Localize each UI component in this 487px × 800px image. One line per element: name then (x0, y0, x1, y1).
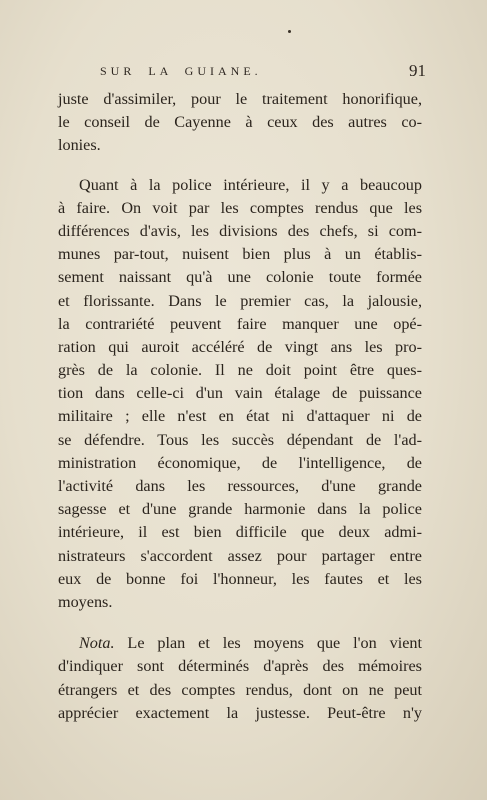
text-line: juste d'assimiler, pour le traitement honorifique, (58, 90, 422, 108)
paragraph-gap (58, 158, 422, 174)
text-line: se défendre. Tous les succès dépendant de l'ad- (58, 430, 422, 449)
text-line: l'activité dans les ressources, d'une grande (58, 477, 422, 495)
text-line: tion dans celle-ci d'un vain étalage de puissance (58, 384, 422, 403)
text-line: Quant à la police intérieure, il y a beaucoup (79, 175, 422, 194)
text-line: apprécier exactement la justesse. Peut-être n'y (58, 703, 422, 722)
text-line: moyens. (58, 592, 113, 611)
page-header (72, 62, 426, 82)
ink-speck (288, 30, 291, 33)
text-line: eux de bonne foi l'honneur, les fautes et les (58, 569, 422, 588)
text-line: à faire. On voit par les comptes rendus que les (58, 198, 422, 217)
nota-first-line: Le plan et les moyens que l'on vient (114, 634, 422, 653)
text-line: ministration économique, de l'intelligence, de (58, 453, 422, 472)
text-line: grès de la colonie. Il ne doit point être ques- (58, 361, 422, 380)
body-text (58, 88, 422, 725)
text-line: le conseil de Cayenne à ceux des autres co- (58, 113, 422, 132)
text-line: et florissante. Dans le premier cas, la jalousie, (58, 291, 422, 310)
nota-paragraph (58, 632, 422, 725)
text-line: militaire ; elle n'est en état ni d'attaquer ni de (58, 407, 422, 426)
text-line: sagesse et d'une grande harmonie dans la police (58, 500, 422, 519)
text-line: lonies. (58, 136, 101, 155)
nota-label: Nota. (79, 634, 115, 653)
paragraph-2 (58, 174, 422, 615)
text-line: la contrariété peuvent faire manquer une opé- (58, 314, 422, 333)
paragraph-1 (58, 88, 422, 158)
text-line (58, 632, 422, 655)
text-line: sement naissant qu'à une colonie toute formée (58, 268, 422, 287)
text-line: différences d'avis, les divisions des chefs, si com- (58, 221, 422, 240)
text-line: nistrateurs s'accordent assez pour partager entre (58, 546, 422, 565)
text-line: étrangers et des comptes rendus, dont on ne peut (58, 680, 422, 699)
text-line: d'indiquer sont déterminés d'après des mémoires (58, 657, 422, 676)
text-line: ration qui auroit accéléré de vingt ans les pro- (58, 337, 422, 356)
text-line: munes par-tout, nuisent bien plus à un établis- (58, 245, 422, 264)
running-head: SUR LA GUIANE. (100, 64, 262, 78)
section-gap (58, 614, 422, 632)
text-line: intérieure, il est bien difficile que deux admi- (58, 523, 422, 542)
page-number: 91 (409, 61, 426, 80)
